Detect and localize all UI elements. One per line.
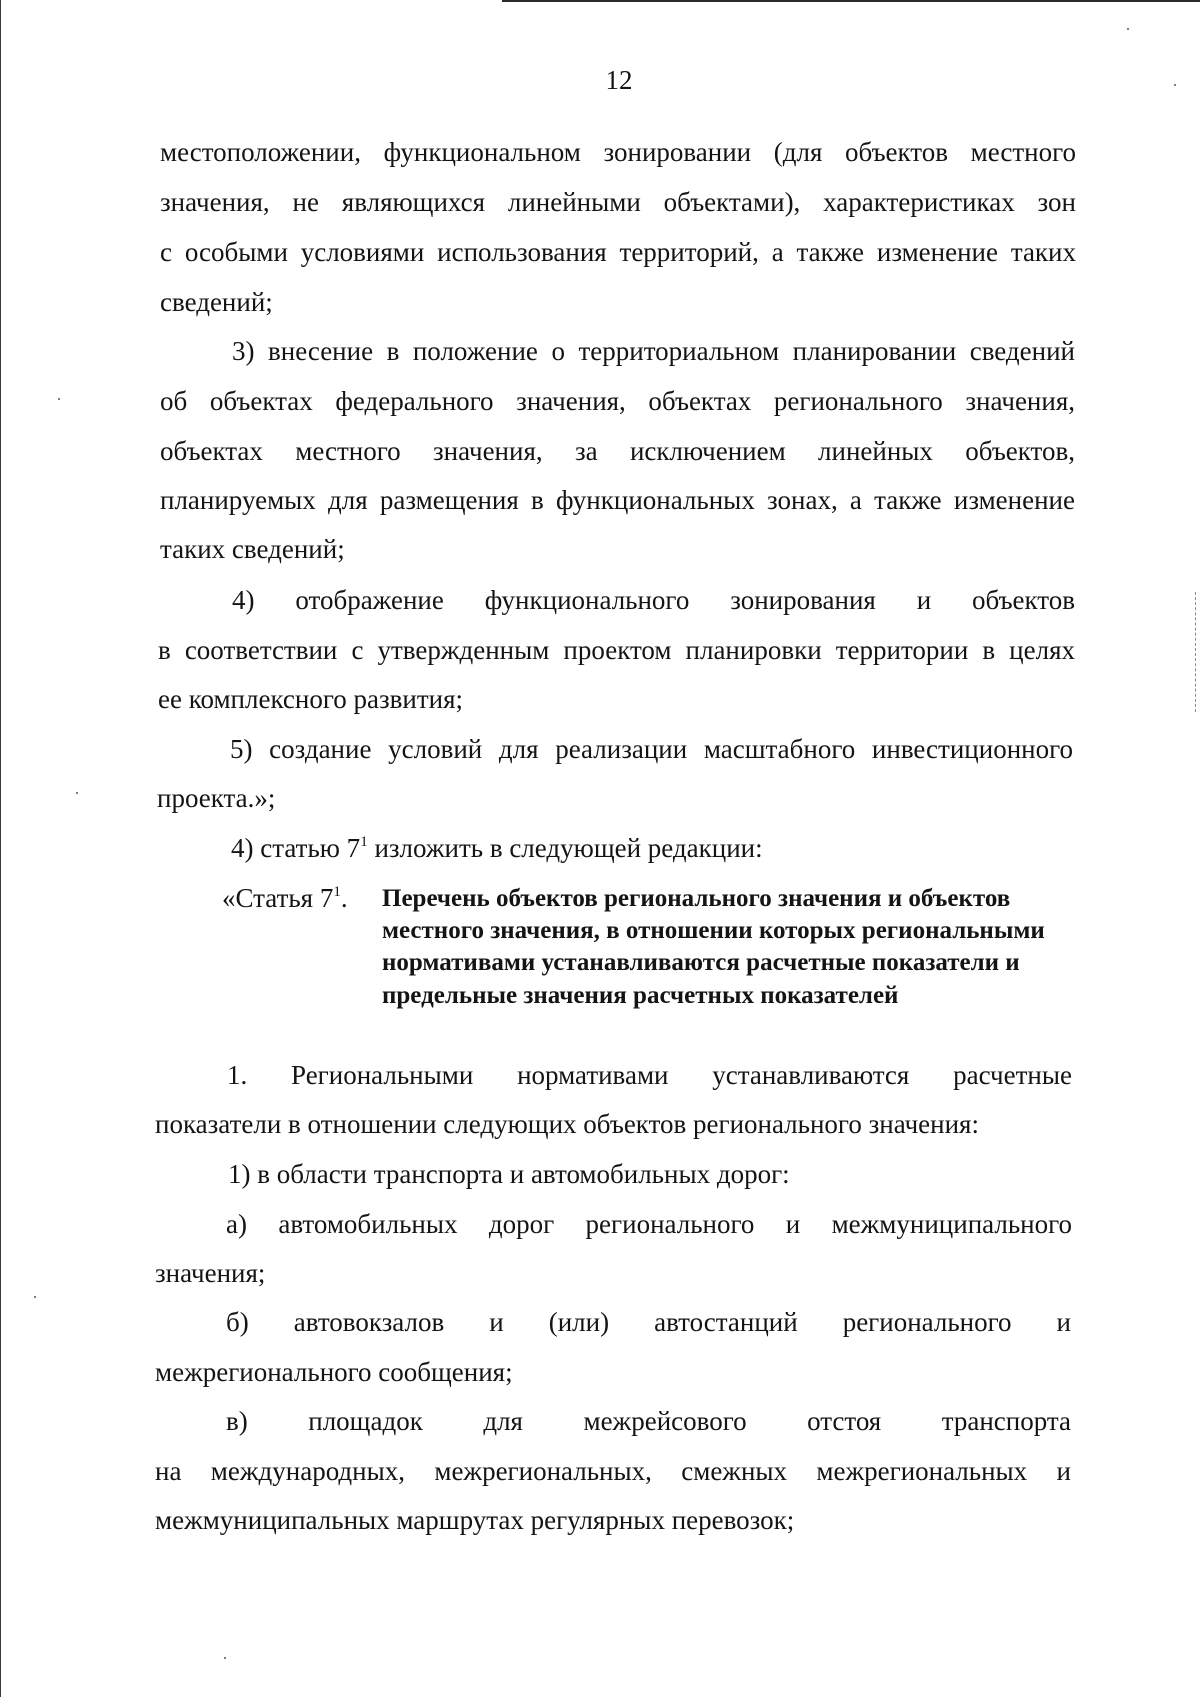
text-line: 3) внесение в положение о территориальном планировании сведений bbox=[232, 336, 1075, 366]
text-line: 1. Региональными нормативами устанавливаются расчетные bbox=[227, 1060, 1072, 1090]
scan-speck bbox=[34, 1296, 36, 1298]
text-line: местоположении, функциональном зонировании (для объектов местного bbox=[160, 137, 1076, 167]
scan-speck bbox=[224, 1657, 226, 1659]
text-fragment: . bbox=[340, 883, 348, 913]
text-line: сведений; bbox=[160, 287, 273, 317]
article-title: Перечень объектов регионального значения и объектов местного значения, в отношении которых региональными нормативами устанавливаются расчетные показатели и предельные значения расчетных показателей bbox=[382, 885, 1045, 1009]
scan-speck bbox=[58, 398, 60, 400]
text-line: ее комплексного развития; bbox=[158, 684, 463, 714]
text-line: межрегионального сообщения; bbox=[155, 1357, 513, 1387]
text-line: с особыми условиями использования территорий, а также изменение таких bbox=[160, 237, 1076, 267]
scan-speck bbox=[1127, 28, 1129, 30]
scan-right-edge-marks bbox=[1195, 592, 1196, 712]
text-line: на международных, межрегиональных, смежных межрегиональных и bbox=[155, 1456, 1071, 1486]
text-line: об объектах федерального значения, объектах регионального значения, bbox=[160, 386, 1075, 416]
scan-left-edge bbox=[0, 0, 1, 1697]
text-line: проекта.»; bbox=[157, 783, 276, 813]
text-line: значения; bbox=[155, 1258, 266, 1288]
text-line: показатели в отношении следующих объектов регионального значения: bbox=[155, 1109, 979, 1139]
page-number: 12 bbox=[605, 65, 633, 95]
superscript-mark: 1 bbox=[360, 834, 368, 850]
superscript-mark: 1 bbox=[333, 884, 341, 900]
scan-speck bbox=[76, 792, 78, 794]
text-fragment: 4) статью 7 bbox=[231, 833, 361, 863]
text-line: 5) создание условий для реализации масштабного инвестиционного bbox=[230, 734, 1073, 764]
scan-top-rule bbox=[502, 0, 1200, 2]
text-line: объектах местного значения, за исключением линейных объектов, bbox=[160, 436, 1075, 466]
text-line: в соответствии с утвержденным проектом планировки территории в целях bbox=[158, 635, 1075, 665]
text-line bbox=[231, 832, 763, 864]
text-line: значения, не являющихся линейными объектами), характеристиках зон bbox=[160, 187, 1076, 217]
text-line: б) автовокзалов и (или) автостанций регионального и bbox=[226, 1307, 1071, 1337]
text-line: 4) отображение функционального зонирования и объектов bbox=[232, 585, 1075, 615]
text-line: межмуниципальных маршрутах регулярных перевозок; bbox=[155, 1505, 795, 1535]
text-line: 1) в области транспорта и автомобильных дорог: bbox=[228, 1159, 790, 1189]
article-label bbox=[222, 882, 348, 914]
text-line: таких сведений; bbox=[160, 534, 345, 564]
text-fragment: изложить в следующей редакции: bbox=[367, 833, 763, 863]
text-fragment: «Статья 7 bbox=[222, 883, 334, 913]
text-line: а) автомобильных дорог регионального и межмуниципального bbox=[226, 1209, 1072, 1239]
text-line: планируемых для размещения в функциональных зонах, а также изменение bbox=[160, 485, 1075, 515]
text-line: в) площадок для межрейсового отстоя транспорта bbox=[226, 1406, 1071, 1436]
